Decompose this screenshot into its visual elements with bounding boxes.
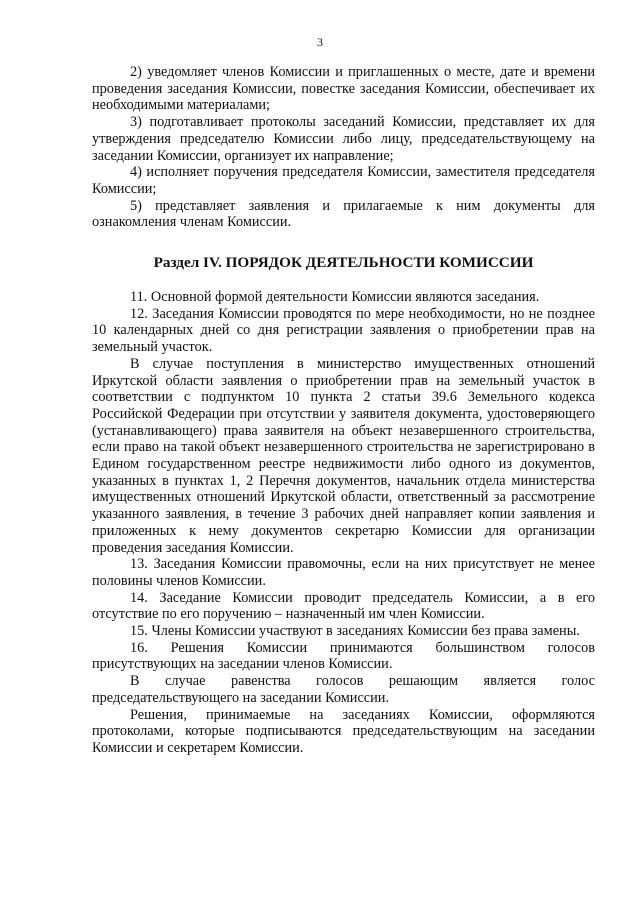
paragraph-12: 12. Заседания Комиссии проводятся по мере необходимости, но не позднее 10 календарных дней со дня регистрации заявления о приобретении прав на земельный участок. xyxy=(92,305,595,356)
paragraph-12-case: В случае поступления в министерство имущественных отношений Иркутской области заявления о приобретении прав на земельный участок в соответствии с подпунктом 10 пункта 2 статьи 39.6 Земельного кодекса Российской Федерации при отсутствии у заявителя документа, удостоверяющего (устанавливающего) права заявителя на объект незавершенного строительства, если право на такой объект незавершенного строительства не зарегистрировано в Едином государственном реестре недвижимости либо одного из документов, указанных в пунктах 1, 2 Перечня документов, начальник отдела министерства имущественных отношений Иркутской области, ответственный за рассмотрение указанного заявления, в течение 3 рабочих дней направляет копии заявления и приложенных к нему документов секретарю Комиссии для организации проведения заседания Комиссии. xyxy=(92,355,595,556)
paragraph-13: 13. Заседания Комиссии правомочны, если на них присутствует не менее половины членов Комиссии. xyxy=(92,556,595,589)
paragraph-14: 14. Заседание Комиссии проводит председатель Комиссии, а в его отсутствие по его поручению – назначенный им член Комиссии. xyxy=(92,589,595,623)
document-body-top xyxy=(92,64,595,231)
paragraph-item-5: 5) представляет заявления и прилагаемые к ним документы для ознакомления членам Комиссии. xyxy=(92,197,595,231)
page-number: 3 xyxy=(317,35,323,49)
paragraph-item-3: 3) подготавливает протоколы заседаний Комиссии, представляет их для утверждения председателю Комиссии либо лицу, председательствующему на заседании Комиссии, организует их направление; xyxy=(92,114,595,164)
paragraph-item-2: 2) уведомляет членов Комиссии и приглашенных о месте, дате и времени проведения заседания Комиссии, повестке заседания Комиссии, обеспечивает их необходимыми материалами; xyxy=(92,64,595,114)
paragraph-16-protocol: Решения, принимаемые на заседаниях Комиссии, оформляются протоколами, которые подписываются председательствующим на заседании Комиссии и секретарем Комиссии. xyxy=(92,706,595,756)
paragraph-11: 11. Основной формой деятельности Комиссии являются заседания. xyxy=(130,289,540,305)
document-body-section xyxy=(92,289,595,757)
paragraph-16: 16. Решения Комиссии принимаются большинством голосов присутствующих на заседании членов Комиссии. xyxy=(92,639,595,673)
section-heading: Раздел IV. ПОРЯДОК ДЕЯТЕЛЬНОСТИ КОМИССИИ xyxy=(153,254,534,271)
paragraph-16-tie: В случае равенства голосов решающим является голос председательствующего на заседании Комиссии. xyxy=(92,673,595,706)
paragraph-15: 15. Члены Комиссии участвуют в заседаниях Комиссии без права замены. xyxy=(130,623,580,640)
paragraph-item-4: 4) исполняет поручения председателя Комиссии, заместителя председателя Комиссии; xyxy=(92,164,595,197)
